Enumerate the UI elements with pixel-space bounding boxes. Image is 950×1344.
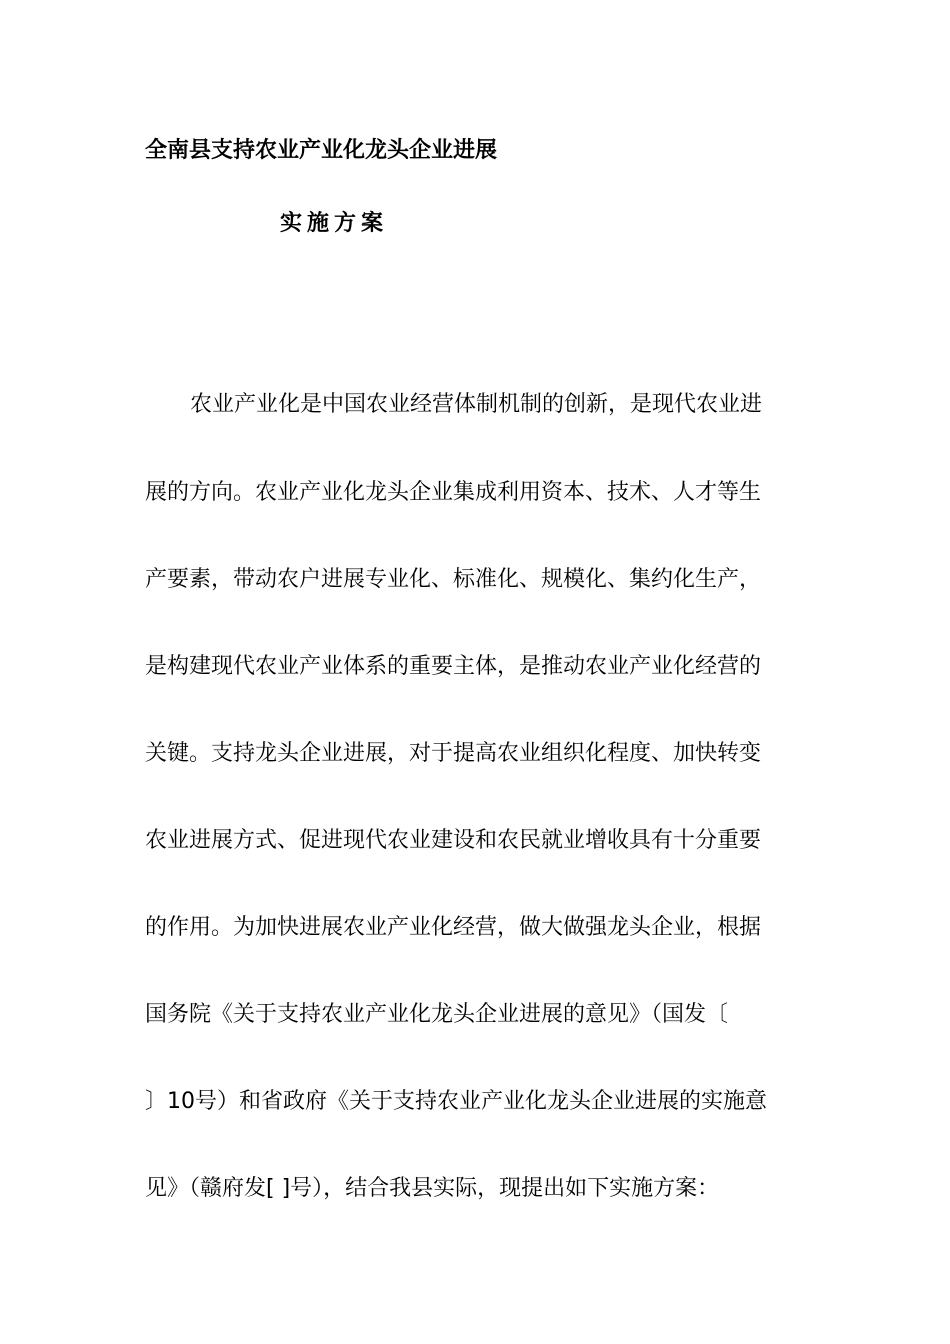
document-subtitle: 实施方案 [280,211,389,236]
paragraph-line: 产要素，带动农户进展专业化、标准化、规模化、集约化生产， [145,567,762,592]
paragraph-line: 农业进展方式、促进现代农业建设和农民就业增收具有十分重要 [145,828,762,853]
paragraph-line: 关键。支持龙头企业进展，对于提高农业组织化程度、加快转变 [145,741,762,766]
document-title: 全南县支持农业产业化龙头企业进展 [145,138,498,163]
paragraph-line: 展的方向。农业产业化龙头企业集成利用资本、技术、人才等生 [145,480,762,505]
paragraph-line: 国务院《关于支持农业产业化龙头企业进展的意见》（国发〔 [145,1002,729,1027]
paragraph-line: 的作用。为加快进展农业产业化经营，做大做强龙头企业，根据 [145,915,762,940]
paragraph-line: 〕10号）和省政府《关于支持农业产业化龙头企业进展的实施意 [145,1089,767,1114]
paragraph-line: 是构建现代农业产业体系的重要主体，是推动农业产业化经营的 [145,654,762,679]
paragraph-line: 见》（赣府发[ ]号），结合我县实际，现提出如下实施方案： [145,1176,720,1201]
paragraph-line: 农业产业化是中国农业经营体制机制的创新，是现代农业进 [190,392,763,417]
